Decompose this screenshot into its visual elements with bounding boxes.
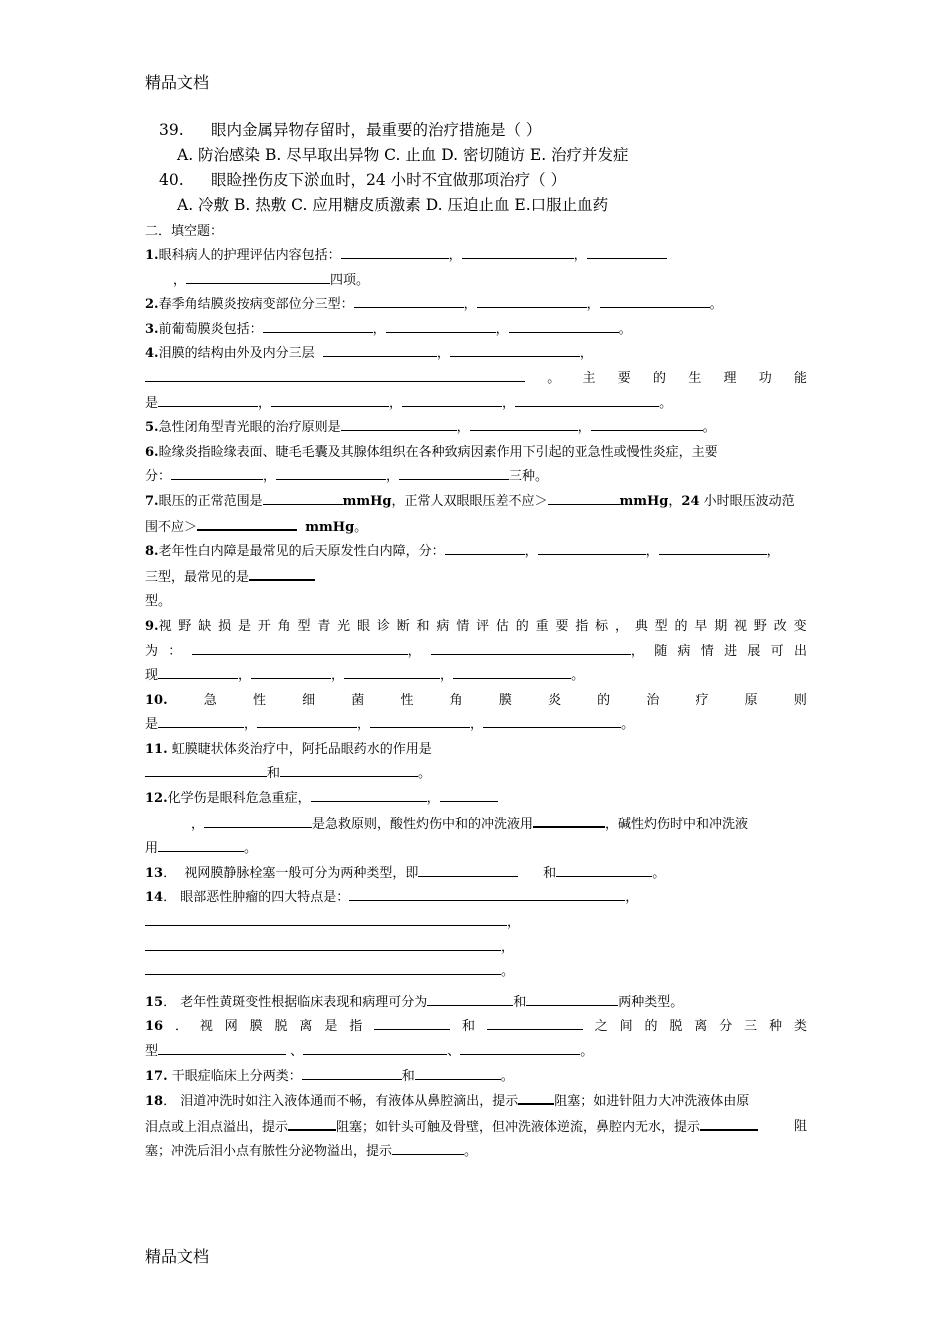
fill-question-8: 8.老年性白内障是最常见的后天原发性白内障，分： ， ， ， 三型，最常见的是 型。 — [145, 540, 807, 615]
blank — [249, 565, 315, 581]
question-text: 视网膜静脉栓塞一般可分为两种类型，即 — [184, 865, 419, 881]
question-text: 阻 — [793, 1118, 807, 1134]
blank — [158, 837, 244, 852]
text-char: 野 — [178, 618, 192, 634]
blank — [533, 812, 605, 828]
text-char: 理 — [723, 370, 737, 386]
text-char: 要 — [555, 618, 569, 634]
question-number: 39. — [159, 121, 184, 139]
fill-question-18: 18． 泪道冲洗时如注入液体通而不畅，有液体从鼻腔滴出，提示 阻塞；如进针阻力大冲洗液体由原 泪点或上泪点溢出，提示 阻塞；如针头可触及骨壁，但冲洗液体逆流，鼻腔内无水，提示 阻 塞；冲洗后泪小点有脓性分泌物溢出，提示 。 — [145, 1089, 807, 1165]
fill-question-6: 6.睑缘炎指睑缘表面、睫毛毛囊及其腺体组织在各种致病因素作用下引起的亚急性或慢性炎症，主要 分： ， ， 三种。 — [145, 444, 718, 485]
text-char: 情 — [700, 643, 714, 659]
text-char: 型 — [145, 1044, 159, 1059]
blank — [302, 1065, 402, 1080]
text-char: 开 — [257, 618, 271, 634]
text-char: 性 — [400, 692, 414, 708]
question-number: 10. — [145, 692, 168, 708]
text-char: 典 — [634, 618, 648, 634]
text-char: 型 — [297, 618, 311, 634]
blank — [192, 640, 408, 655]
text-char: 和 — [416, 618, 430, 634]
unit-label: mmHg — [619, 493, 669, 509]
blank — [323, 342, 437, 357]
question-text: 老年性白内障是最常见的后天原发性白内障，分： — [158, 544, 445, 560]
blank — [445, 540, 525, 555]
blank — [374, 1015, 450, 1030]
blank — [477, 293, 587, 308]
blank — [349, 886, 625, 901]
text-char: 、 — [447, 1044, 461, 1059]
blank — [344, 664, 440, 679]
question-number: 4. — [145, 346, 159, 362]
section-title: 二．填空题： — [145, 224, 224, 239]
fill-question-4: 4.泪膜的结构由外及内分三层 ， ， 。 主 要 的 生 理 功 能 是 ， ， ， 。 — [145, 342, 807, 416]
text-char: 野 — [753, 618, 767, 634]
text-char: 估 — [495, 618, 509, 634]
question-tail: 四项。 — [330, 272, 370, 288]
question-text: 前葡萄膜炎包括： — [158, 321, 263, 337]
text-char: 角 — [449, 692, 463, 708]
blank — [171, 465, 263, 480]
blank — [470, 416, 578, 431]
blank — [251, 664, 331, 679]
text-char: 三 — [744, 1019, 758, 1035]
blank — [145, 911, 507, 926]
blank — [450, 342, 580, 357]
text-char: ， — [614, 618, 628, 634]
text-char: 脱 — [669, 1019, 683, 1035]
text-char: 。 — [547, 370, 561, 386]
text-char: 主 — [582, 370, 596, 386]
text-char: 用 — [145, 841, 159, 857]
text-char: 的 — [597, 692, 611, 708]
text-char: 病 — [436, 618, 450, 634]
question-text: 阻塞；如针头可触及骨壁，但冲洗液体逆流，鼻腔内无水，提示 — [336, 1119, 701, 1135]
unit-label: mmHg — [305, 519, 355, 535]
text-char: 评 — [476, 618, 490, 634]
page-header: 精品文档 — [145, 73, 210, 92]
blank — [145, 936, 501, 951]
text-char: 青 — [317, 618, 331, 634]
blank — [591, 416, 703, 431]
blank — [158, 713, 244, 728]
blank — [271, 392, 389, 407]
text-char: 的 — [674, 618, 688, 634]
blank — [538, 540, 646, 555]
fill-question-13: 13． 视网膜静脉栓塞一般可分为两种类型，即 和 。 — [145, 862, 807, 887]
question-number: 2. — [145, 297, 159, 313]
blank — [487, 1015, 583, 1030]
blank — [415, 1065, 501, 1080]
question-text: 塞；冲洗后泪小点有脓性分泌物溢出，提示 — [145, 1144, 393, 1160]
question-text: 干眼症临床上分两类： — [171, 1068, 302, 1084]
text-char: 指 — [349, 1019, 363, 1035]
blank — [370, 713, 470, 728]
question-40 — [145, 168, 807, 218]
text-char: 改 — [773, 618, 787, 634]
blank — [600, 293, 710, 308]
fill-question-14: 14． 眼部恶性肿瘤的四大特点是： ， ， ， 。 — [145, 886, 807, 984]
blank — [158, 664, 238, 679]
text-char: 缺 — [198, 618, 212, 634]
question-text: 眼睑挫伤皮下淤血时，24 小时不宜做那项治疗（ ） — [211, 171, 567, 189]
blank — [509, 318, 619, 333]
question-text: 睑缘炎指睑缘表面、睫毛毛囊及其腺体组织在各种致病因素作用下引起的亚急性或慢性炎症，主要 — [158, 444, 718, 460]
text-char: 断 — [396, 618, 410, 634]
blank — [515, 392, 659, 407]
fill-question-2: 2.春季角结膜炎按病变部位分三型： ， ， 。 — [145, 293, 807, 318]
text-char: 指 — [575, 618, 589, 634]
text-char: 视 — [734, 618, 748, 634]
fill-question-17: 17. 干眼症临床上分两类： 和 。 — [145, 1065, 807, 1090]
text-char: 是 — [237, 618, 251, 634]
blank — [427, 991, 513, 1006]
blank — [462, 244, 574, 259]
blank — [197, 515, 297, 531]
blank — [158, 392, 258, 407]
question-39 — [145, 118, 807, 168]
text-char: 期 — [714, 618, 728, 634]
text-char: 随 — [654, 643, 668, 659]
text-char: 细 — [302, 692, 316, 708]
question-number: 8. — [145, 544, 159, 560]
text-char: 型 — [654, 618, 668, 634]
blank — [145, 960, 501, 975]
text-char: 角 — [277, 618, 291, 634]
text-char: 脱 — [274, 1019, 288, 1035]
text-char: 能 — [793, 370, 807, 386]
blank — [526, 991, 618, 1006]
blank — [399, 465, 509, 480]
text-char: 为 — [145, 643, 159, 659]
text-char: 生 — [688, 370, 702, 386]
question-text: 泪点或上泪点溢出，提示 — [145, 1119, 289, 1135]
text-char: 诊 — [376, 618, 390, 634]
blank — [483, 713, 621, 728]
question-text: 化学伤是眼科危急重症， — [167, 791, 311, 807]
question-text: 是急救原则，酸性灼伤中和的冲洗液用 — [312, 816, 534, 832]
fill-question-3: 3.前葡萄膜炎包括： ， ， 。 — [145, 318, 807, 343]
document-body — [145, 118, 807, 1165]
question-number: 5. — [145, 420, 159, 436]
text-char: 现 — [145, 668, 159, 684]
blank — [587, 244, 667, 259]
blank — [392, 1140, 464, 1155]
text-char: 的 — [644, 1019, 658, 1035]
text-char: 种 — [768, 1019, 782, 1035]
text-char: 分 — [719, 1019, 733, 1035]
question-number: 13 — [145, 865, 164, 881]
text-char: 治 — [646, 692, 660, 708]
text-char: 损 — [218, 618, 232, 634]
question-text: 阻塞；如进针阻力大冲洗液体由原 — [554, 1094, 750, 1110]
text-char: 网 — [224, 1019, 238, 1035]
text-char: 功 — [758, 370, 772, 386]
question-text: 围不应＞ — [145, 519, 198, 535]
blank — [518, 1089, 554, 1105]
page-footer: 精品文档 — [145, 1247, 210, 1266]
blank — [158, 1040, 286, 1055]
question-number: 16 — [145, 1019, 164, 1035]
question-options: A. 冷敷 B. 热敷 C. 应用糖皮质激素 D. 压迫止血 E.口服止血药 — [177, 196, 609, 214]
blank — [311, 787, 427, 802]
question-number: 1. — [145, 248, 159, 263]
blank — [288, 1115, 336, 1131]
fill-question-5: 5.急性闭角型青光眼的治疗原则是 ， ， 。 — [145, 416, 807, 441]
text-char: 疗 — [695, 692, 709, 708]
blank — [263, 490, 343, 505]
fill-question-15: 15． 老年性黄斑变性根据临床表现和病理可分为 和 两种类型。 — [145, 991, 807, 1016]
question-number: 17. — [145, 1068, 168, 1084]
blank — [257, 713, 357, 728]
question-text: 型。 — [145, 594, 172, 610]
text-char: 、 — [290, 1044, 304, 1059]
question-number: 11. — [145, 741, 168, 757]
text-char: 是 — [145, 395, 159, 411]
question-text: 虹膜睫状体炎治疗中，阿托品眼药水的作用是 — [171, 741, 432, 757]
blank — [276, 465, 386, 480]
text-char: 的 — [652, 370, 666, 386]
blank — [453, 664, 571, 679]
question-text: 和 — [543, 865, 557, 881]
question-number: 7. — [145, 493, 159, 509]
question-text: 和 — [267, 766, 281, 782]
blank — [659, 540, 767, 555]
question-text: 急性闭角型青光眼的治疗原则是 — [158, 420, 341, 436]
blank — [354, 293, 464, 308]
blank — [280, 762, 418, 777]
fill-question-16: 16 ． 视 网 膜 脱 离 是 指 和 之 间 的 脱 离 分 三 种 类 型 、 、 。 — [145, 1015, 807, 1064]
blank — [548, 490, 620, 505]
question-text: 老年性黄斑变性根据临床表现和病理可分为 — [180, 994, 428, 1010]
blank — [431, 640, 631, 655]
text-char: 离 — [299, 1019, 313, 1035]
text-char: 病 — [677, 643, 691, 659]
question-number: 15 — [145, 994, 164, 1010]
fill-question-7: 7.眼压的正常范围是 mmHg，正常人双眼眼压差不应＞ mmHg，24 小时眼压波动范 围不应＞ mmHg。 — [145, 490, 807, 540]
question-text: 眼压的正常范围是 — [158, 493, 263, 509]
question-text: 和 — [401, 1068, 415, 1084]
text-char: 膜 — [249, 1019, 263, 1035]
text-char: 炎 — [547, 692, 561, 708]
question-tail: 三种。 — [509, 469, 549, 485]
text-char: 的 — [515, 618, 529, 634]
text-char: 间 — [619, 1019, 633, 1035]
fill-question-12: 12.化学伤是眼科危急重症， ， ， 是急救原则，酸性灼伤中和的冲洗液用 ，碱性灼伤时中和冲洗液 用 。 — [145, 787, 807, 862]
blank — [145, 762, 267, 777]
text-char: 变 — [793, 618, 807, 634]
text-char: 是 — [324, 1019, 338, 1035]
text-char: 进 — [724, 643, 738, 659]
blank — [700, 1115, 758, 1131]
text-char: 是 — [145, 717, 159, 733]
blank — [402, 392, 502, 407]
blank — [556, 862, 652, 877]
blank — [341, 416, 457, 431]
text-char: 要 — [617, 370, 631, 386]
question-text: 眼部恶性肿瘤的四大特点是： — [180, 890, 350, 906]
text-char: 分： — [145, 469, 172, 485]
question-number: 3. — [145, 321, 159, 337]
text-char: 菌 — [351, 692, 365, 708]
blank — [204, 813, 312, 828]
text-char: 和 — [461, 1019, 475, 1035]
blank — [418, 862, 518, 877]
question-text: 泪膜的结构由外及内分三层 — [158, 346, 315, 362]
fill-question-10: 10. 急 性 细 菌 性 角 膜 炎 的 治 疗 原 则 是 ， ， ， 。 — [145, 689, 807, 738]
blank — [303, 1040, 447, 1055]
question-text: 小时眼压波动范 — [699, 493, 795, 509]
text-char: 展 — [747, 643, 761, 659]
unit-label: mmHg — [342, 493, 392, 509]
text-char: 则 — [793, 692, 807, 708]
question-number: 14 — [145, 890, 164, 906]
blank — [460, 1040, 580, 1055]
fill-question-11: 11. 虹膜睫状体炎治疗中，阿托品眼药水的作用是 和 。 — [145, 741, 432, 782]
blank — [145, 367, 525, 382]
question-number: 40. — [159, 171, 184, 189]
text-char: 类 — [793, 1019, 807, 1035]
text-char: 之 — [594, 1019, 608, 1035]
text-char: 原 — [744, 692, 758, 708]
fill-question-9: 9.视 野 缺 损 是 开 角 型 青 光 眼 诊 断 和 病 情 评 估 的 重 要 指 标 ， 典 型 的 早 期 视 野 改 变 为 ： ， ， 随 病 情 进 展 可 出 现 ， ， ， 。 — [145, 615, 807, 689]
blank — [263, 318, 373, 333]
text-char: 早 — [694, 618, 708, 634]
text-char: 视 — [158, 618, 172, 634]
text-char: 重 — [535, 618, 549, 634]
question-text: 春季角结膜炎按病变部位分三型： — [158, 297, 354, 313]
question-options: A. 防治感染 B. 尽早取出异物 C. 止血 D. 密切随访 E. 治疗并发症 — [177, 146, 629, 164]
question-tail: 两种类型。 — [618, 994, 684, 1010]
question-text: 眼科病人的护理评估内容包括： — [158, 248, 341, 263]
question-text: ，碱性灼伤时中和冲洗液 — [605, 816, 749, 832]
question-number: 18 — [145, 1094, 164, 1110]
blank — [386, 318, 496, 333]
question-number: 6. — [145, 444, 159, 460]
question-text: 眼内金属异物存留时，最重要的治疗措施是（ ） — [211, 121, 542, 139]
question-text: 三型，最常见的是 — [145, 569, 250, 585]
question-text: 24 — [681, 493, 700, 509]
text-char: 出 — [793, 643, 807, 659]
question-number: 12. — [145, 791, 168, 807]
question-text: ， — [668, 493, 682, 509]
text-char: 光 — [337, 618, 351, 634]
text-char: 情 — [456, 618, 470, 634]
question-text: ，正常人双眼眼压差不应＞ — [391, 493, 548, 509]
text-char: 急 — [203, 692, 217, 708]
text-char: ： — [168, 643, 182, 659]
blank — [440, 787, 498, 802]
text-char: 离 — [694, 1019, 708, 1035]
text-char: 视 — [199, 1019, 213, 1035]
fill-question-1: 1.眼科病人的护理评估内容包括： ， ， ， 四项。 — [145, 244, 807, 293]
text-char: 性 — [252, 692, 266, 708]
text-char: 可 — [770, 643, 784, 659]
text-char: 标 — [595, 618, 609, 634]
question-number: 9. — [145, 618, 159, 634]
question-text: 泪道冲洗时如注入液体通而不畅，有液体从鼻腔滴出，提示 — [180, 1094, 519, 1110]
question-text: 和 — [513, 994, 527, 1010]
text-char: 眼 — [357, 618, 371, 634]
blank — [341, 244, 449, 259]
text-char: 膜 — [498, 692, 512, 708]
blank — [186, 269, 330, 284]
